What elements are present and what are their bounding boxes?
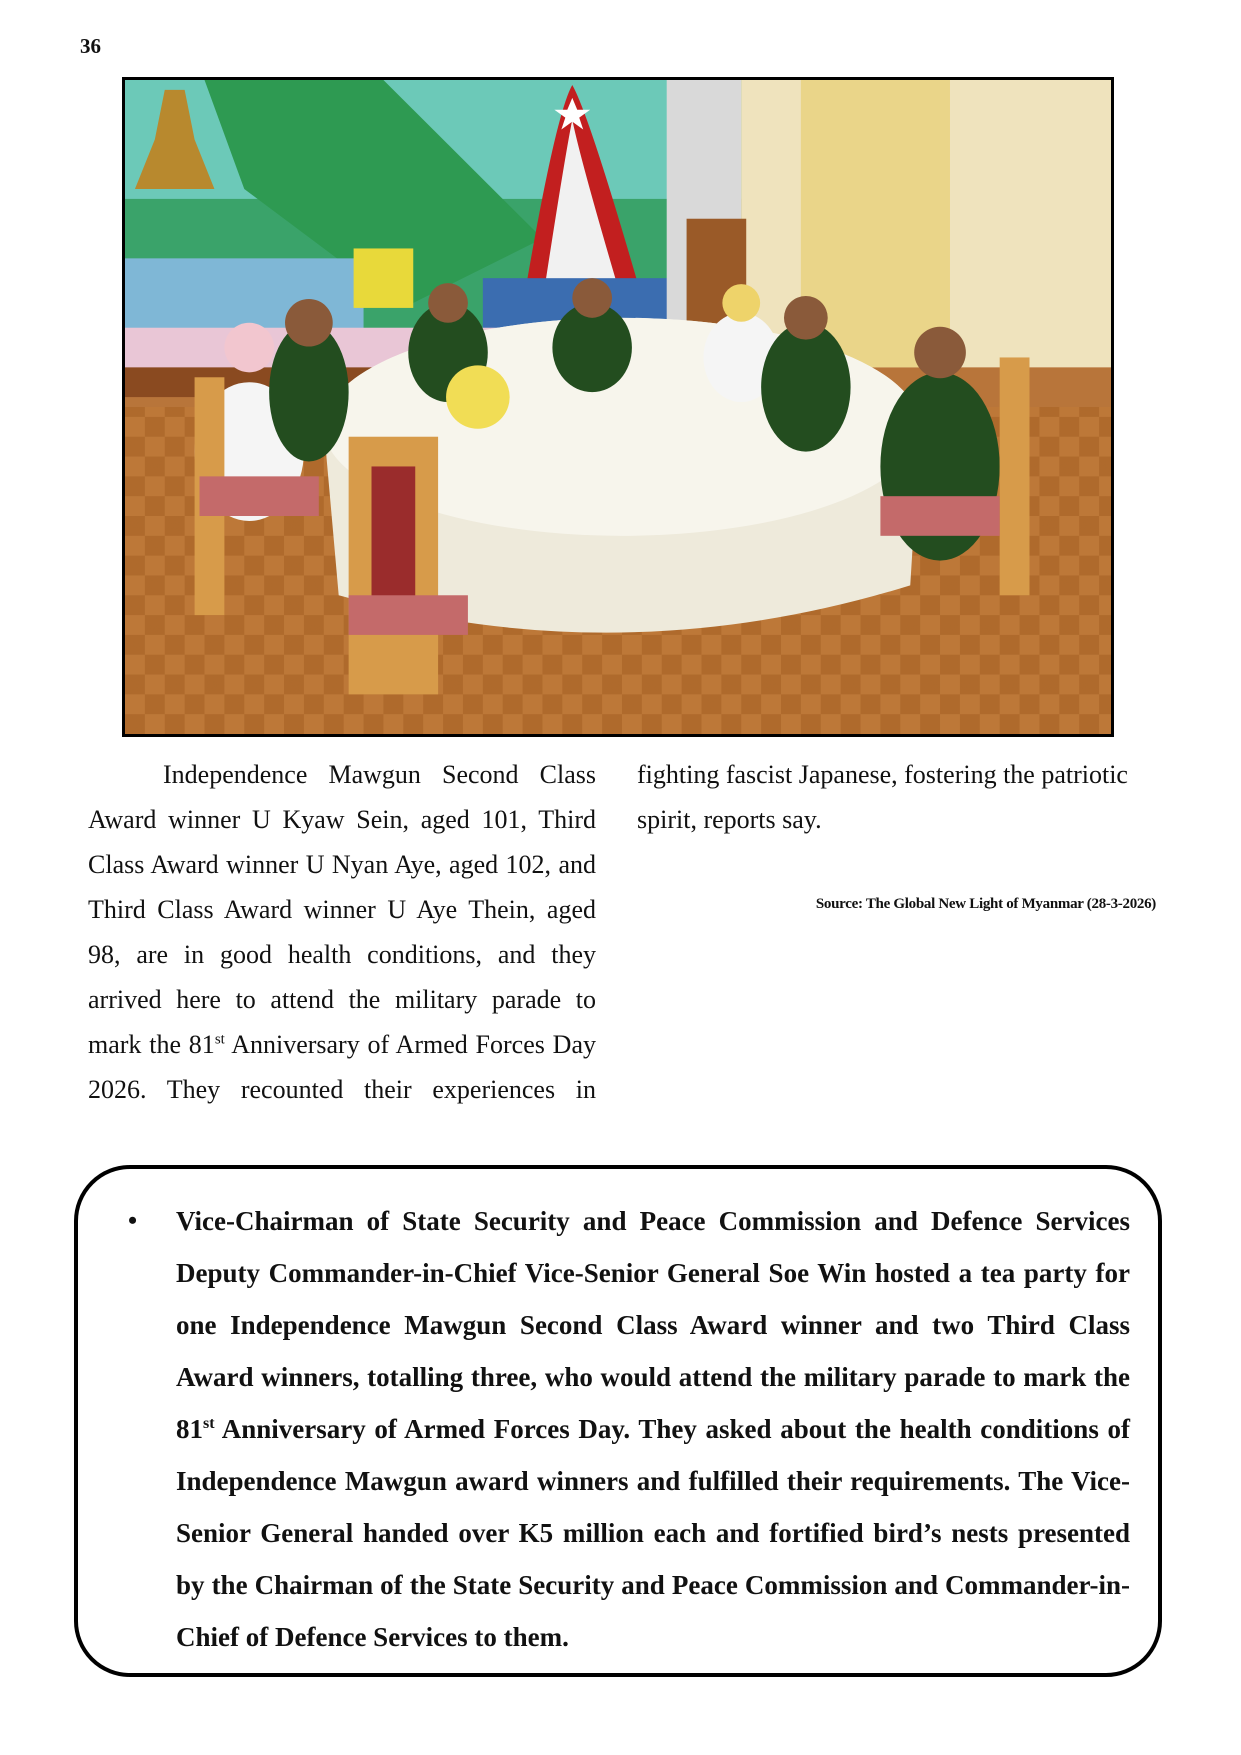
article-paragraph bbox=[88, 752, 596, 1112]
article-right-column bbox=[637, 752, 1157, 842]
bullet-icon: • bbox=[128, 1206, 138, 1235]
photo-illustration bbox=[125, 80, 1111, 734]
summary-item bbox=[106, 1195, 1130, 1663]
article-left-column bbox=[88, 752, 596, 1112]
article-paragraph-continued: fighting fascist Japanese, fostering the patriotic spirit, reports say. bbox=[637, 760, 1128, 834]
paragraph-text-continued: Anniversary of Armed Forces Day 2026. They recounted their experiences in bbox=[88, 1030, 597, 1104]
ordinal-suffix: st bbox=[203, 1415, 215, 1432]
paragraph-text: Independence Mawgun Second Class Award winner U Kyaw Sein, aged 101, Third Class Award winner U Nyan Aye, aged 102, and Third Class Award winner U Aye Thein, aged 98, are in good health conditions, and they arrived here to attend the military parade to mark the 81 bbox=[88, 760, 596, 1059]
ordinal-suffix: st bbox=[214, 1031, 225, 1048]
summary-text: Vice-Chairman of State Security and Peace Commission and Defence Services Deputy Commander-in-Chief Vice-Senior General Soe Win hosted a tea party for one Independence Mawgun Second Class Award winner and two Third Class Award winners, totalling three, who would attend the military parade to mark the 81 bbox=[176, 1206, 1130, 1444]
summary-text-continued: Anniversary of Armed Forces Day. They asked about the health conditions of Independence Mawgun award winners and fulfilled their requirements. The Vice-Senior General handed over K5 million each and fortified bird’s nests presented by the Chairman of the State Security and Peace Commission and Commander-in-Chief of Defence Services to them. bbox=[176, 1414, 1130, 1652]
news-photo bbox=[122, 77, 1114, 737]
summary-list bbox=[106, 1195, 1130, 1663]
page-number: 36 bbox=[80, 34, 101, 58]
summary-box bbox=[74, 1165, 1162, 1677]
source-citation: Source: The Global New Light of Myanmar (28-3-2026) bbox=[815, 896, 1156, 912]
